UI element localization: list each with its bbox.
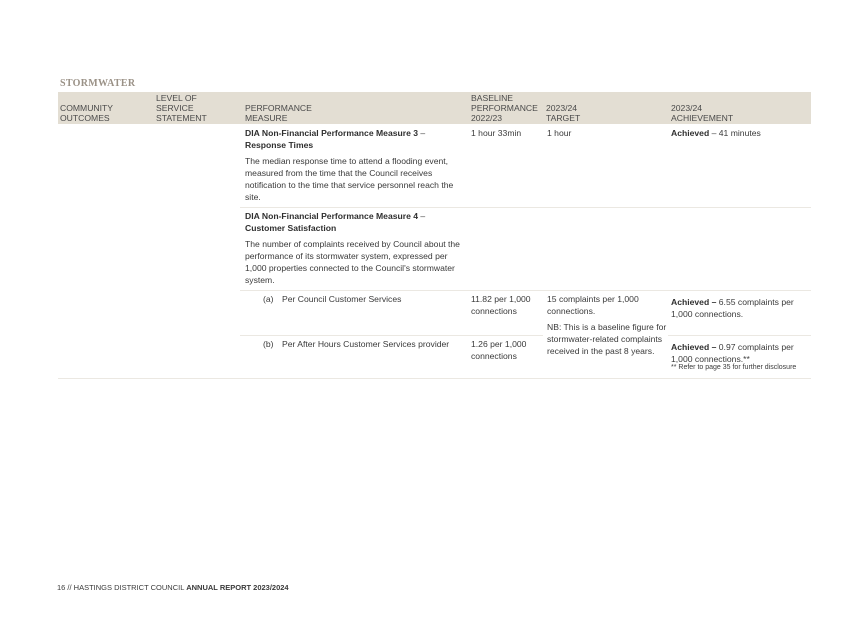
table-bottom-rule [58,378,811,379]
sub-item-label-a: (a) [263,294,274,304]
row-divider [668,335,811,336]
measure-4-title: DIA Non-Financial Performance Measure 4 – Customer Satisfaction [245,211,426,233]
page-footer: 16 // HASTINGS DISTRICT COUNCIL ANNUAL REPORT 2023/2024 [57,583,289,592]
header-target: 2023/24 TARGET [546,103,581,123]
row-divider [240,290,811,291]
sub-item-achievement-b: Achieved – 0.97 complaints per 1,000 connections.** [671,342,794,364]
header-baseline: BASELINE PERFORMANCE 2022/23 [471,93,538,123]
header-achievement: 2023/24 ACHIEVEMENT [671,103,734,123]
sub-item-target-a: 15 complaints per 1,000 connections. [547,294,639,316]
target-note: NB: This is a baseline figure for stormwater-related complaints received in the past 8 years. [547,322,667,356]
header-performance-measure: PERFORMANCE MEASURE [245,103,312,123]
sub-item-text-a: Per Council Customer Services [282,294,402,304]
sub-item-achievement-a: Achieved – 6.55 complaints per 1,000 connections. [671,297,794,319]
sub-item-text-b: Per After Hours Customer Services provider [282,339,450,349]
measure-3-achievement: Achieved – 41 minutes [671,128,761,138]
sub-item-label-b: (b) [263,339,274,349]
measure-3-target: 1 hour [547,128,572,138]
row-divider [240,207,811,208]
measure-3-title: DIA Non-Financial Performance Measure 3 – Response Times [245,128,426,150]
table-header [58,92,811,124]
sub-item-baseline-b: 1.26 per 1,000 connections [471,339,527,361]
row-divider [240,335,543,336]
measure-4-description: The number of complaints received by Council about the performance of its stormwater system, expressed per 1,000 properties connected to the Council's stormwater system. [245,239,460,285]
measure-3-baseline: 1 hour 33min [471,128,522,138]
sub-item-baseline-a: 11.82 per 1,000 connections [471,294,531,316]
section-title: STORMWATER [60,78,136,89]
header-level-of-service: LEVEL OF SERVICE STATEMENT [156,93,207,123]
footnote: ** Refer to page 35 for further disclosure [671,364,797,371]
header-community-outcomes: COMMUNITY OUTCOMES [60,103,113,123]
measure-3-description: The median response time to attend a flooding event, measured from the time that the Council receives notification to the time that service personnel reach the site. [245,156,454,202]
